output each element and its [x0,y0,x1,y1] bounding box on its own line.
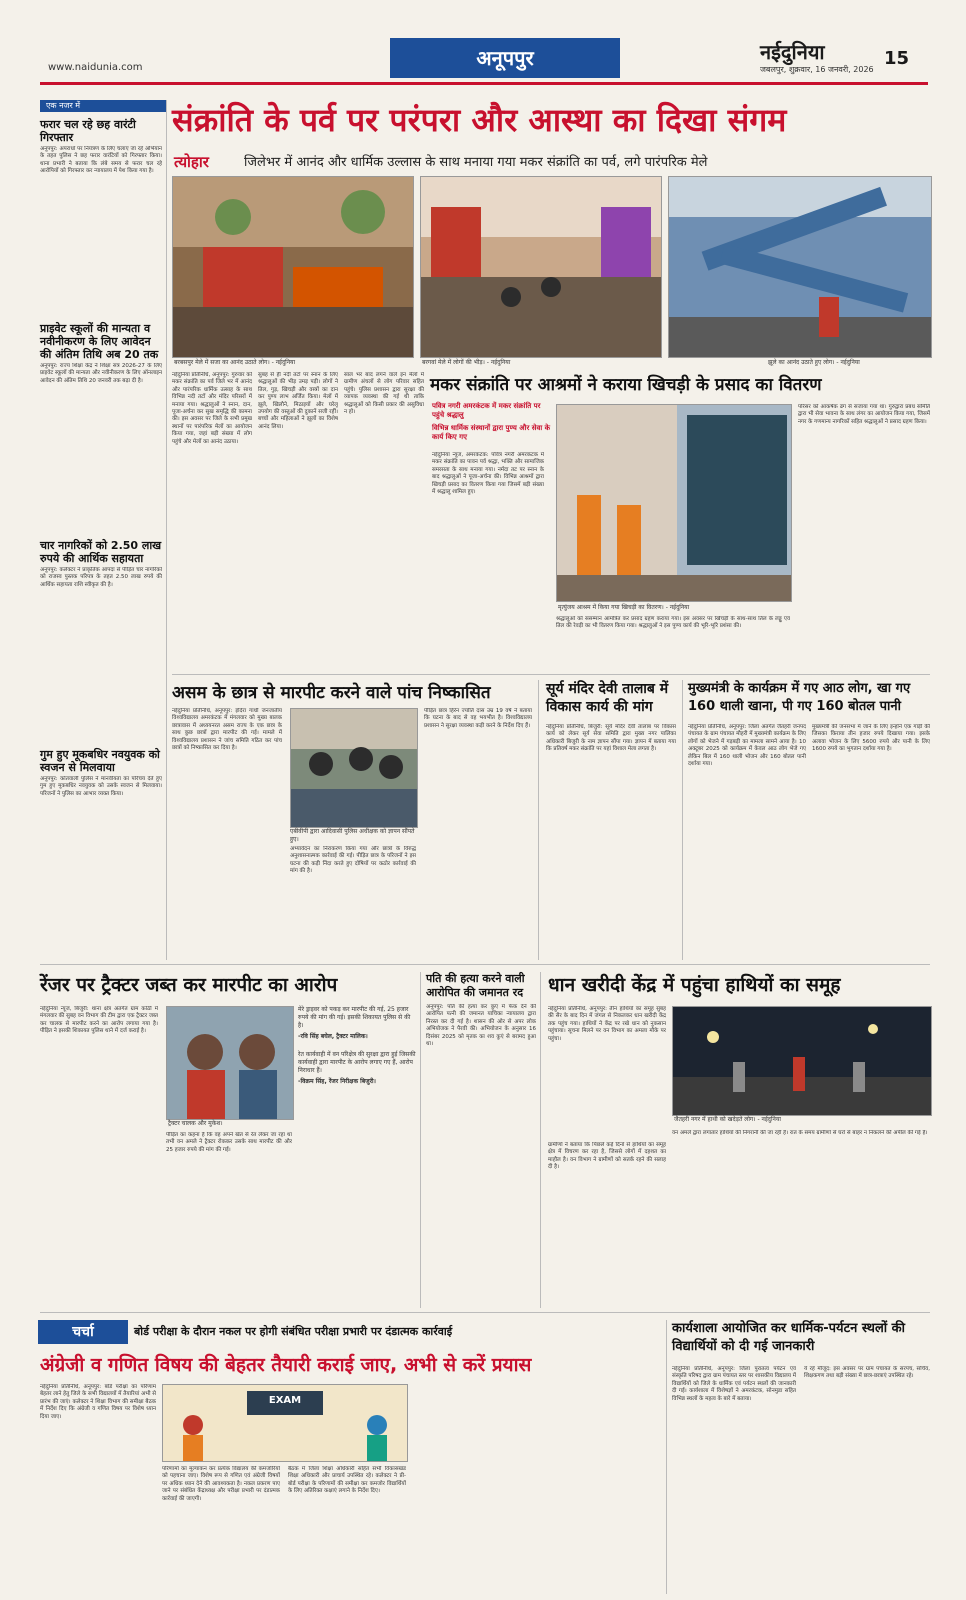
ranger-quote-by: -रवि सिंह बघेल, ट्रैक्टर मालिक। [298,1033,368,1040]
ranger-photo [166,1006,294,1120]
lead-photo-1 [172,176,414,358]
sidebar-story-body: अनूपपुर: कोतवाली पुलिस ने मानवीयता का परिचय देते हुए गुम हुए मूकबधिर नवयुवक को उसके स्वजन से मिलवाया। परिजनों ने पुलिस का आभार व्यक्त किया। [40,776,162,797]
karyashala-body-2: ये रहे मौजूद: इस अवसर पर ग्राम पंचायत के सरपंच, सचिव, शिक्षकगण तथा बड़ी संख्या में छात्र-छात्राएं उपस्थित रहे। [804,1366,930,1380]
section-title: अनूपपुर [390,38,620,78]
memorandum-photo [291,709,417,827]
column-divider [538,680,539,960]
portrait-photo [167,1007,293,1119]
sidebar-divider [166,100,167,960]
assam-photo-caption: एबीवीपी द्वारा आदिवासी पुलिस अधीक्षक को ज्ञापन सौंपते हुए। [290,828,415,843]
charcha-kicker: बोर्ड परीक्षा के दौरान नकल पर होगी संबंधित परीक्षा प्रभारी पर दंडात्मक कार्रवाई [134,1325,453,1338]
charcha-body: नईदुनिया प्रतिनिधि, अनूपपुर: बोर्ड परीक्षा का परिणाम बेहतर लाने हेतु जिले के सभी विद्यालयों में तैयारियां अभी से प्रारंभ की जाएं। कलेक्टर ने शिक्षा विभाग की समीक्षा बैठक में निर्देश दिए कि अंग्रेजी व गणित विषय पर विशेष ध्यान दिया जाए। [40,1384,156,1420]
masthead-rule [40,82,928,85]
lead-photo-1-caption: बरबसपुर मेले में सजा का आनंद उठाते लोग। - नईदुनिया [174,359,296,366]
charcha-body-3: बैठक में जिला शिक्षा अधिकारी सहित सभी विकासखंड शिक्षा अधिकारी और प्राचार्य उपस्थित रहे। कलेक्टर ने प्री-बोर्ड परीक्षा के परिणामों की समीक्षा कर कमजोर विद्यार्थियों के लिए अतिरिक्त कक्षाएं लगाने के निर्देश दिए। [288,1466,406,1495]
column-divider [666,1320,667,1594]
assam-body-3: पीड़ित छात्र हिरेन ज्योति दास उम्र 19 वर्ष ने बताया कि घटना के बाद से वह भयभीत है। विश्वविद्यालय प्रशासन ने सुरक्षा व्यवस्था कड़ी करने के निर्देश दिए हैं। [424,708,532,729]
assam-photo [290,708,418,828]
elephant-night-photo [673,1007,931,1115]
dhaan-photo [672,1006,932,1116]
row-divider [40,1312,930,1313]
cm-body: नईदुनिया प्रतिनिधि, अनूपपुर: जिला अंतर्गत जैतहरी जनपद पंचायत के ग्राम पंचायत मौहरी में मुख्यमंत्री कार्यक्रम के लिए लोगों को भेजने में गड़बड़ी का मामला सामने आया है। 10 अक्टूबर 2025 को कार्यक्रम में केवल आठ लोग भेजे गए लेकिन बिल में 160 थाली भोजन और 160 बोतल पानी दर्शाया गया। [688,724,806,768]
charcha-headline: अंग्रेजी व गणित विषय की बेहतर तैयारी कराई जाए, अभी से करें प्रयास [40,1354,532,1376]
column-divider [420,972,421,1308]
pati-headline: पति की हत्या करने वाली आरोपित की जमानत रद [426,972,525,999]
ashram-body-2: श्रद्धालुओं को ससम्मान आमंत्रित कर प्रसाद ग्रहण कराया गया। इस अवसर पर खिचड़ी के साथ-साथ तिल के लड्डू एवं तिल की रेवड़ी का भी वितरण किया गया। श्रद्धालुओं ने इस पुण्य कार्य की भूरि-भूरि प्रशंसा की। [556,616,790,630]
lead-subhead: जिलेभर में आनंद और धार्मिक उल्लास के साथ मनाया गया मकर संक्रांति का पर्व, लगे पारंपरिक मेले [244,155,708,170]
fair-crowd-photo [173,177,413,357]
ranger-quote: रेत कार्यवाही में वन परिक्षेत्र की सुरक्षा द्वारा हुई जिसकी कार्यवाही द्वारा मारपीट के आरोप लगाए गए हैं, आरोप निराधार हैं। [298,1051,416,1074]
lead-kicker: त्योहार [174,153,209,171]
sidebar-story-head: गुम हुए मूकबधिर नवयुवक को स्वजन से मिलवाया [40,748,160,774]
dhaan-photo-caption: जैतहरी नगर में हाथी को खदेड़ते लोग। - नईदुनिया [674,1116,781,1123]
ranger-quotes [298,1006,416,1086]
lead-body: नईदुनिया प्रतिनिधि, अनूपपुर: गुरुवार को मकर संक्रांति का पर्व जिले भर में आनंद और पारंपरिक धार्मिक उत्साह के साथ विभिन्न नदी तटों और मंदिर परिसरों में मनाया गया। श्रद्धालुओं ने स्नान, दान, पूजा-अर्चना कर सुख समृद्धि की कामना की। इस अवसर पर जिले के सभी प्रमुख स्थानों पर पारंपरिक मेलों का आयोजन किया गया, जहां बड़ी संख्या में लोग पहुंचे और मेलों का आनंद उठाया। [172,372,252,445]
sidebar-story-body: अनूपपुर: राज्य शिक्षा केंद्र ने शिक्षा सत्र 2026-27 के लिए प्राइवेट स्कूलों की मान्यता और नवीनीकरण के लिए ऑनलाइन आवेदन की अंतिम तिथि 20 जनवरी तक बढ़ा दी है। [40,363,162,384]
cm-headline: मुख्यमंत्री के कार्यक्रम में गए आठ लोग, खा गए 160 थाली खाना, पी गए 160 बोतल पानी [688,681,911,714]
assam-headline: असम के छात्र से मारपीट करने वाले पांच निष्कासित [172,683,491,703]
sidebar-story-head: चार नागरिकों को 2.50 लाख रुपये की आर्थिक सहायता [40,539,162,565]
ashram-body-3: परिसर को आकर्षक ढंग से सजाया गया था। गुरुद्वारा प्रबंध समिति द्वारा भी सेवा भावना के साथ लंगर का आयोजन किया गया, जिसमें नगर के गणमान्य नागरिकों सहित श्रद्धालुओं ने प्रसाद ग्रहण किया। [798,404,930,425]
column-divider [540,972,541,1308]
website-url[interactable]: www.naidunia.com [48,62,143,73]
ranger-headline: रेंजर पर ट्रैक्टर जब्त कर मारपीट का आरोप [40,974,338,996]
date-line: जबलपुर, शुक्रवार, 16 जनवरी, 2026 [760,65,874,74]
ranger-quote-by: -विक्रम सिंह, रेंजर निरीक्षक बिजुरी। [298,1078,376,1085]
sidebar-story-head: फरार चल रहे छह वारंटी गिरफ्तार [40,118,136,144]
assam-body-2: अभ्यावेदन का निराकरण किया गया और छात्रों के विरुद्ध अनुशासनात्मक कार्रवाई की गई। पीड़ित छात्र के परिजनों ने इस घटना की कड़ी निंदा करते हुए दोषियों पर कठोर कार्रवाई की मांग की है। [290,846,416,875]
cm-body-2: मुख्यमंत्री की जनसभा में जाने के लिए इन्होंने एक गाड़ी की जिसका किराया तीन हजार रुपये दिखाया गया। इसके अलावा भोजन के लिए 5600 रुपये और पानी के लिए 1600 रुपये का भुगतान दर्शाया गया है। [812,724,930,753]
karyashala-headline: कार्यशाला आयोजित कर धार्मिक-पर्यटन स्थलों की विद्यार्थियों को दी गई जानकारी [672,1321,906,1354]
ashram-photo-caption: मृत्युंजय आश्रम में किया गया खिचड़ी का वितरण। - नईदुनिया [558,604,690,611]
surya-body: नईदुनिया प्रतिनिधि, बिजुरी: सूर्य मंदिर देवी तालाब पर विकास कार्य को लेकर सूर्य सेवा समिति द्वारा मुख्य नगर पालिका अधिकारी बिजुरी के नाम ज्ञापन सौंपा गया। ज्ञापन में बताया गया कि प्रतिवर्ष मकर संक्रांति पर यहां विशाल मेला लगता है। [546,724,676,753]
ranger-body-2: पीड़ित का कहना है कि वह अपने खेत से रेत लेकर जा रहा था तभी वन अमले ने ट्रैक्टर रोककर उसके साथ मारपीट की और 25 हजार रुपये की मांग की गई। [166,1132,292,1153]
ashram-photo [556,404,792,602]
exam-board-label: EXAM [268,1395,302,1406]
lead-headline: संक्रांति के पर्व पर परंपरा और आस्था का दिखा संगम [172,101,787,139]
charcha-label: चर्चा [38,1320,128,1344]
lead-photo-2 [420,176,662,358]
sidebar-story-body: अनूपपुर: अपराधों पर नियंत्रण के लिए चलाए जा रहे अभियान के तहत पुलिस ने छह फरार वारंटियों को गिरफ्तार किया। थाना प्रभारी ने बताया कि लंबे समय से फरार चल रहे आरोपियों को गिरफ्तार कर न्यायालय में पेश किया गया है। [40,146,162,175]
sidebar-story-body: अनूपपुर: कलेक्टर ने प्राकृतिक आपदा से पीड़ित चार नागरिकों को राजस्व पुस्तक परिपत्र के तहत 2.50 लाख रुपये की आर्थिक सहायता राशि स्वीकृत की है। [40,567,162,588]
ashram-gate-photo [557,405,791,601]
dhaan-body-3: वन अमले द्वारा लगातार हाथियों की निगरानी की जा रही है। रात के समय ग्रामीणों से घरों से बाहर न निकलने की अपील की गई है। [672,1130,928,1136]
ashram-bullet: विभिन्न धार्मिक संस्थानों द्वारा पुण्य और सेवा के कार्य किए गए [432,424,550,441]
lead-body-2: सुबह से ही नदी तटों पर स्नान के लिए श्रद्धालुओं की भीड़ उमड़ पड़ी। लोगों ने तिल, गुड़, खिचड़ी और वस्त्रों का दान कर पुण्य लाभ अर्जित किया। मेलों में झूले, खिलौने, मिठाइयों और घरेलू उपयोग की वस्तुओं की दुकानें सजी रहीं। बच्चों और महिलाओं ने झूलों का विशेष आनंद लिया। [258,372,338,430]
ranger-body: नईदुनिया न्यूज, बिजुरी: थाना क्षेत्र अंतर्गत ग्राम कोठी में मंगलवार की सुबह वन विभाग की टीम द्वारा एक ट्रैक्टर जब्त कर चालक से मारपीट करने का आरोप लगाया गया है। पीड़ित ने इसकी शिकायत पुलिस थाने में दर्ज कराई है। [40,1006,158,1035]
dhaan-headline: धान खरीदी केंद्र में पहुंचा हाथियों का समूह [548,974,841,996]
sidebar [40,118,162,946]
ashram-body: नईदुनिया न्यूज, अमरकंटक: पवित्र नगरी अमरकंटक में मकर संक्रांति का पावन पर्व श्रद्धा, भक्ति और सामाजिक समरसता के साथ मनाया गया। नर्मदा तट पर स्नान के बाद श्रद्धालुओं ने पूजा-अर्चना की। विभिन्न आश्रमों द्वारा खिचड़ी प्रसाद का वितरण किया गया जिसमें बड़ी संख्या में श्रद्धालु शामिल हुए। [432,452,544,496]
row-divider [40,964,930,965]
pati-body: अनूपपुर: पति की हत्या कर कुएं में फेंक देने की आरोपित पत्नी की जमानत याचिका न्यायालय द्वारा निरस्त कर दी गई है। शासन की ओर से अपर लोक अभियोजक ने पैरवी की। अभियोजन के अनुसार 16 दिसंबर 2025 को मृतक का शव कुएं से बरामद हुआ था। [426,1004,536,1048]
market-crowd-photo [421,177,661,357]
page-number: 15 [884,48,910,69]
ride-swing-photo [669,177,931,357]
ashram-bullet: पवित्र नगरी अमरकंटक में मकर संक्रांति पर पहुंचे श्रद्धालु [432,402,541,419]
column-divider [682,680,683,960]
dhaan-body: नईदुनिया प्रतिनिधि, अनूपपुर: तीन हाथियों का समूह सुबह की सैर के बाद दिन में जंगल से निकलकर धान खरीदी केंद्र तक पहुंच गया। हाथियों ने केंद्र पर रखे धान को नुकसान पहुंचाया। सूचना मिलने पर वन विभाग का अमला मौके पर पहुंचा। [548,1006,666,1042]
ranger-quote: मेरे ड्राइवर को पकड़ कर मारपीट की गई, 25 हजार रुपये की मांग की गई। इसकी शिकायत पुलिस से की है। [298,1006,411,1029]
ashram-headline: मकर संक्रांति पर आश्रमों ने कराया खिचड़ी के प्रसाद का वितरण [430,375,822,395]
charcha-body-2: परिणामों का मूल्यांकन कर प्रत्येक विद्यालय की कमजोरियों को पहचाना जाए। विशेष रूप से गणित एवं अंग्रेजी विषयों पर अधिक ध्यान देने की आवश्यकता है। नकल प्रकरण पाए जाने पर संबंधित केंद्राध्यक्ष और परीक्षा प्रभारी पर दंडात्मक कार्रवाई की जाएगी। [162,1466,280,1502]
charcha-illustration [162,1384,408,1462]
surya-headline: सूर्य मंदिर देवी तालाब में विकास कार्य की मांग [546,681,669,715]
sidebar-label: एक नजर में [40,100,166,112]
lead-photo-3-caption: झूले का आनंद उठाते हुए लोग। - नईदुनिया [768,359,860,366]
sidebar-story-head: प्राइवेट स्कूलों की मान्यता व नवीनीकरण के लिए आवेदन की अंतिम तिथि अब 20 तक [40,322,159,361]
dhaan-body-2: ग्रामीणों ने बताया कि पिछले कई दिनों से हाथियों का समूह क्षेत्र में विचरण कर रहा है, जिससे लोगों में दहशत का माहौल है। वन विभाग ने ग्रामीणों को सतर्क रहने की सलाह दी है। [548,1142,666,1171]
assam-body: नईदुनिया प्रतिनिधि, अनूपपुर: इंदिरा गांधी जनजातीय विश्वविद्यालय अमरकंटक में मंगलवार को मुख्य बालक छात्रावास में अध्ययनरत असम राज्य के एक छात्र के साथ कुछ छात्रों द्वारा मारपीट की गई। मामले में विश्वविद्यालय प्रशासन ने जांच समिति गठित कर पांच छात्रों को निष्कासित कर दिया है। [172,708,282,752]
lead-body-3: साल भर बाद लगने वाले इन मेलों में ग्रामीण अंचलों से लोग परिवार सहित पहुंचे। पुलिस प्रशासन द्वारा सुरक्षा की व्यापक व्यवस्था की गई थी ताकि श्रद्धालुओं को किसी प्रकार की असुविधा न हो। [344,372,424,416]
lead-photo-2-caption: बरगवां मेले में लोगों की भीड़। - नईदुनिया [422,359,511,366]
row-divider [172,674,930,675]
brand-logo: नईदुनिया [760,40,825,64]
ashram-bullets [432,402,550,442]
lead-photo-3 [668,176,932,358]
ranger-photo-caption: ट्रैक्टर चालक और मुकेश। [168,1120,223,1127]
karyashala-body: नईदुनिया प्रतिनिधि, अनूपपुर: जिला पुरातत्व पर्यटन एवं संस्कृति परिषद द्वारा ग्राम पंचायत स्तर पर शासकीय विद्यालय में विद्यार्थियों को जिले के धार्मिक एवं पर्यटन स्थलों की जानकारी दी गई। कार्यशाला में विशेषज्ञों ने अमरकंटक, सोनमुडा सहित विभिन्न स्थलों के महत्व के बारे में बताया। [672,1366,796,1402]
